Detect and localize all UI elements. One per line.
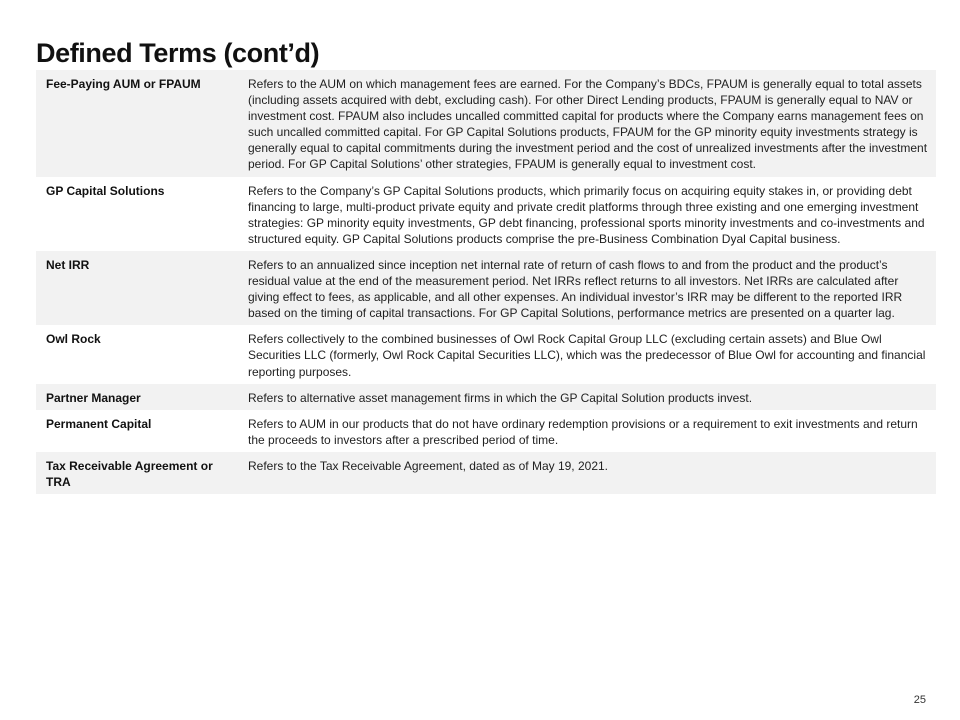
term-name: GP Capital Solutions	[36, 177, 238, 251]
term-row-permanent-capital	[36, 410, 936, 452]
term-row-fpaum	[36, 70, 936, 177]
term-definition: Refers collectively to the combined businesses of Owl Rock Capital Group LLC (excluding certain assets) and Blue Owl Securities LLC (formerly, Owl Rock Capital Securities LLC), which was the predecessor of Blue Owl for accounting and financial reporting purposes.	[238, 325, 936, 383]
page-number: 25	[913, 694, 926, 706]
term-definition: Refers to the Company’s GP Capital Solutions products, which primarily focus on acquiring equity stakes in, or providing debt financing to large, multi-product private equity and private credit platforms through three existing and one emerging investment strategies: GP minority equity investments, GP debt financing, professional sports minority investments and co-investments and structured equity. GP Capital Solutions products comprise the pre-Business Combination Dyal Capital business.	[238, 177, 936, 251]
term-name: Partner Manager	[36, 384, 238, 410]
term-definition: Refers to an annualized since inception net internal rate of return of cash flows to and from the product and the product’s residual value at the end of the measurement period. Net IRRs reflect returns to all investors. Net IRRs are calculated after giving effect to fees, as applicable, and all other expenses. An individual investor’s IRR may be different to the reported IRR based on the timing of capital transactions. For GP Capital Solutions, performance metrics are presented on a quarter lag.	[238, 251, 936, 325]
term-name: Net IRR	[36, 251, 238, 325]
term-row-tra	[36, 452, 936, 494]
term-definition: Refers to the AUM on which management fees are earned. For the Company’s BDCs, FPAUM is generally equal to total assets (including assets acquired with debt, excluding cash). For other Direct Lending products, FPAUM is generally equal to NAV or investment cost. FPAUM also includes uncalled committed capital for products where the Company earns management fees on such uncalled committed capital. For GP Capital Solutions products, FPAUM for the GP minority equity investments strategy is generally equal to capital commitments during the investment period and the cost of unrealized investments after the investment period. For GP Capital Solutions’ other strategies, FPAUM is generally equal to investment cost.	[238, 70, 936, 177]
defined-terms-table	[36, 70, 936, 494]
term-definition: Refers to AUM in our products that do not have ordinary redemption provisions or a requirement to exit investments and return the proceeds to investors after a prescribed period of time.	[238, 410, 936, 452]
term-name: Permanent Capital	[36, 410, 238, 452]
page-title: Defined Terms (cont’d)	[36, 38, 320, 68]
term-row-partner-manager	[36, 384, 936, 410]
term-name: Owl Rock	[36, 325, 238, 383]
term-name: Fee-Paying AUM or FPAUM	[36, 70, 238, 177]
term-name: Tax Receivable Agreement or TRA	[36, 452, 238, 494]
term-row-owl-rock	[36, 325, 936, 383]
term-row-net-irr	[36, 251, 936, 325]
term-definition: Refers to alternative asset management firms in which the GP Capital Solution products invest.	[238, 384, 936, 410]
term-definition: Refers to the Tax Receivable Agreement, dated as of May 19, 2021.	[238, 452, 936, 494]
term-row-gp-capital-solutions	[36, 177, 936, 251]
